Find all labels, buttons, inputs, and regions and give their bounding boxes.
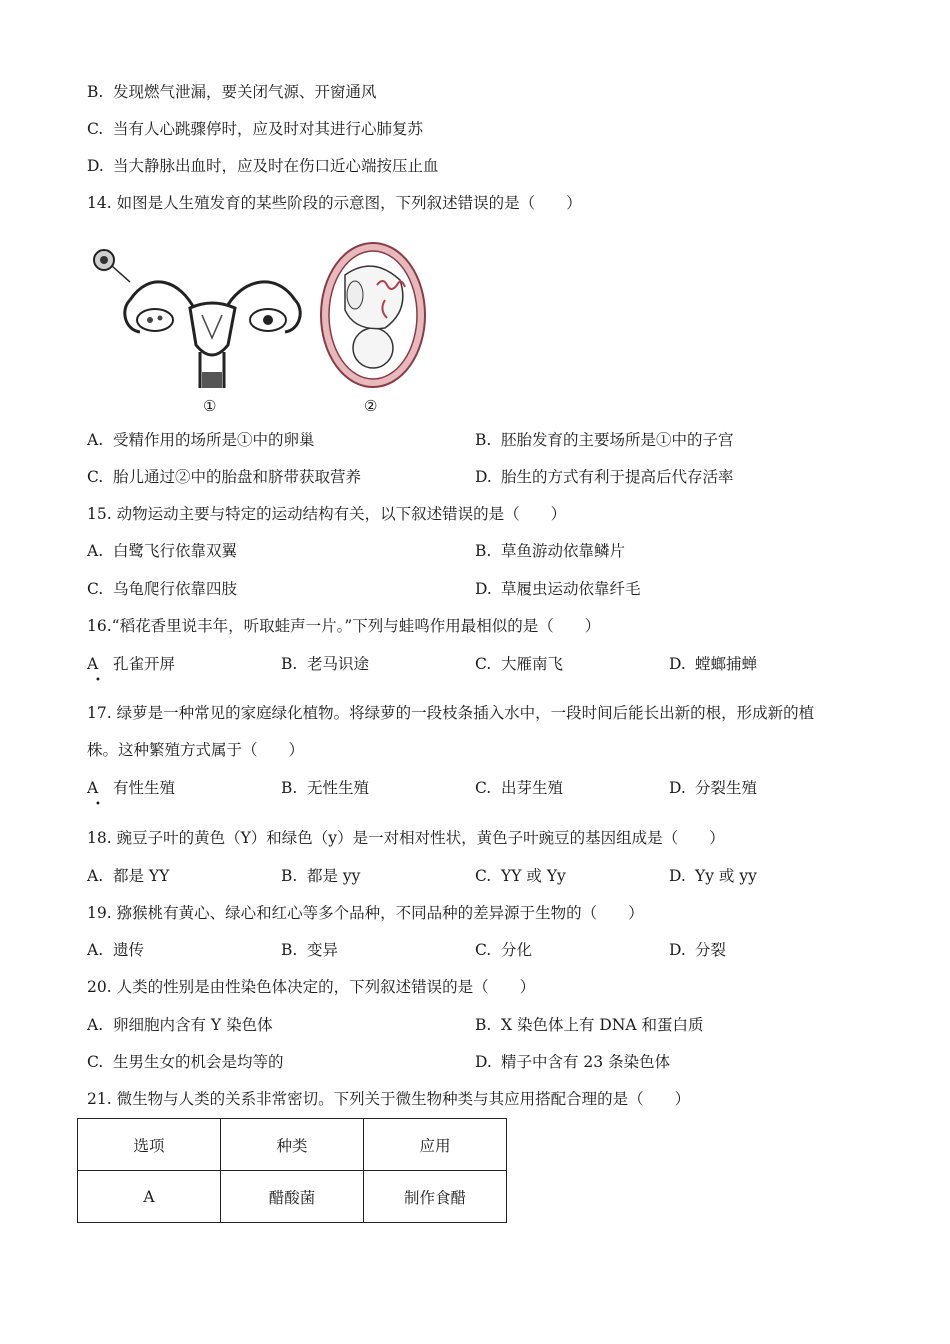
q20-option-c: C. 生男生女的机会是均等的: [87, 1053, 284, 1071]
microbe-application-table: [77, 1118, 507, 1223]
table-cell: A: [78, 1171, 221, 1223]
q15-option-a: A. 白鹭飞行依靠双翼: [87, 542, 238, 560]
q18-option-a: A. 都是 YY: [87, 867, 170, 885]
q19-option-d: D. 分裂: [669, 941, 727, 959]
figure-2-label: ②: [364, 397, 378, 415]
q16-stem: 16.“稻花香里说丰年，听取蛙声一片。”下列与蛙鸣作用最相似的是（ ）: [87, 617, 601, 635]
q15-option-d: D. 草履虫运动依靠纤毛: [475, 580, 641, 598]
option-dot: •: [95, 675, 101, 686]
q14-option-a: A. 受精作用的场所是①中的卵巢: [87, 431, 315, 449]
female-reproductive-system-diagram: [90, 240, 310, 420]
table-header-cell: 应用: [364, 1119, 507, 1171]
q13-option-c: C. 当有人心跳骤停时，应及时对其进行心肺复苏: [87, 120, 424, 138]
q17-option-b: B. 无性生殖: [281, 779, 370, 797]
q13-option-b: B. 发现燃气泄漏，要关闭气源、开窗通风: [87, 83, 377, 101]
q17-option-c: C. 出芽生殖: [475, 779, 564, 797]
q19-option-a: A. 遗传: [87, 941, 145, 959]
q21-stem: 21. 微生物与人类的关系非常密切。下列关于微生物种类与其应用搭配合理的是（ ）: [87, 1090, 691, 1108]
q16-option-c: C. 大雁南飞: [475, 655, 564, 673]
q20-option-d: D. 精子中含有 23 条染色体: [475, 1053, 671, 1071]
q17-stem-line2: 株。这种繁殖方式属于（ ）: [87, 741, 305, 759]
q19-option-b: B. 变异: [281, 941, 339, 959]
q15-option-b: B. 草鱼游动依靠鳞片: [475, 542, 626, 560]
q18-option-b: B. 都是 yy: [281, 867, 361, 885]
q18-option-d: D. Yy 或 yy: [669, 867, 757, 885]
q17-stem-line1: 17. 绿萝是一种常见的家庭绿化植物。将绿萝的一段枝条插入水中，一段时间后能长出新的根，形成新的植: [87, 704, 815, 722]
table-row: [78, 1171, 507, 1223]
q14-option-c: C. 胎儿通过②中的胎盘和脐带获取营养: [87, 468, 362, 486]
q14-stem: 14. 如图是人生殖发育的某些阶段的示意图，下列叙述错误的是（ ）: [87, 194, 582, 212]
q20-stem: 20. 人类的性别是由性染色体决定的，下列叙述错误的是（ ）: [87, 978, 536, 996]
q15-option-c: C. 乌龟爬行依靠四肢: [87, 580, 238, 598]
q16-option-d: D. 螳螂捕蝉: [669, 655, 758, 673]
q17-option-a: A 有性生殖: [87, 779, 176, 797]
q16-option-a: A 孔雀开屏: [87, 655, 176, 673]
q14-option-d: D. 胎生的方式有利于提高后代存活率: [475, 468, 734, 486]
table-header-cell: 选项: [78, 1119, 221, 1171]
q19-stem: 19. 猕猴桃有黄心、绿心和红心等多个品种，不同品种的差异源于生物的（ ）: [87, 904, 644, 922]
option-dot: •: [95, 799, 101, 810]
q20-option-a: A. 卵细胞内含有 Y 染色体: [87, 1016, 273, 1034]
q16-option-b: B. 老马识途: [281, 655, 370, 673]
q18-stem: 18. 豌豆子叶的黄色（Y）和绿色（y）是一对相对性状，黄色子叶豌豆的基因组成是（ ）: [87, 829, 725, 847]
q15-stem: 15. 动物运动主要与特定的运动结构有关，以下叙述错误的是（ ）: [87, 505, 567, 523]
q14-option-b: B. 胚胎发育的主要场所是①中的子宫: [475, 431, 734, 449]
q19-option-c: C. 分化: [475, 941, 533, 959]
figure-1-label: ①: [203, 397, 217, 415]
q13-option-d: D. 当大静脉出血时，应及时在伤口近心端按压止血: [87, 157, 439, 175]
table-cell: 醋酸菌: [221, 1171, 364, 1223]
q20-option-b: B. X 染色体上有 DNA 和蛋白质: [475, 1016, 704, 1034]
q18-option-c: C. YY 或 Yy: [475, 867, 566, 885]
table-header-row: [78, 1119, 507, 1171]
q17-option-d: D. 分裂生殖: [669, 779, 758, 797]
fetus-in-uterus-diagram: [315, 240, 435, 395]
table-cell: 制作食醋: [364, 1171, 507, 1223]
table-header-cell: 种类: [221, 1119, 364, 1171]
